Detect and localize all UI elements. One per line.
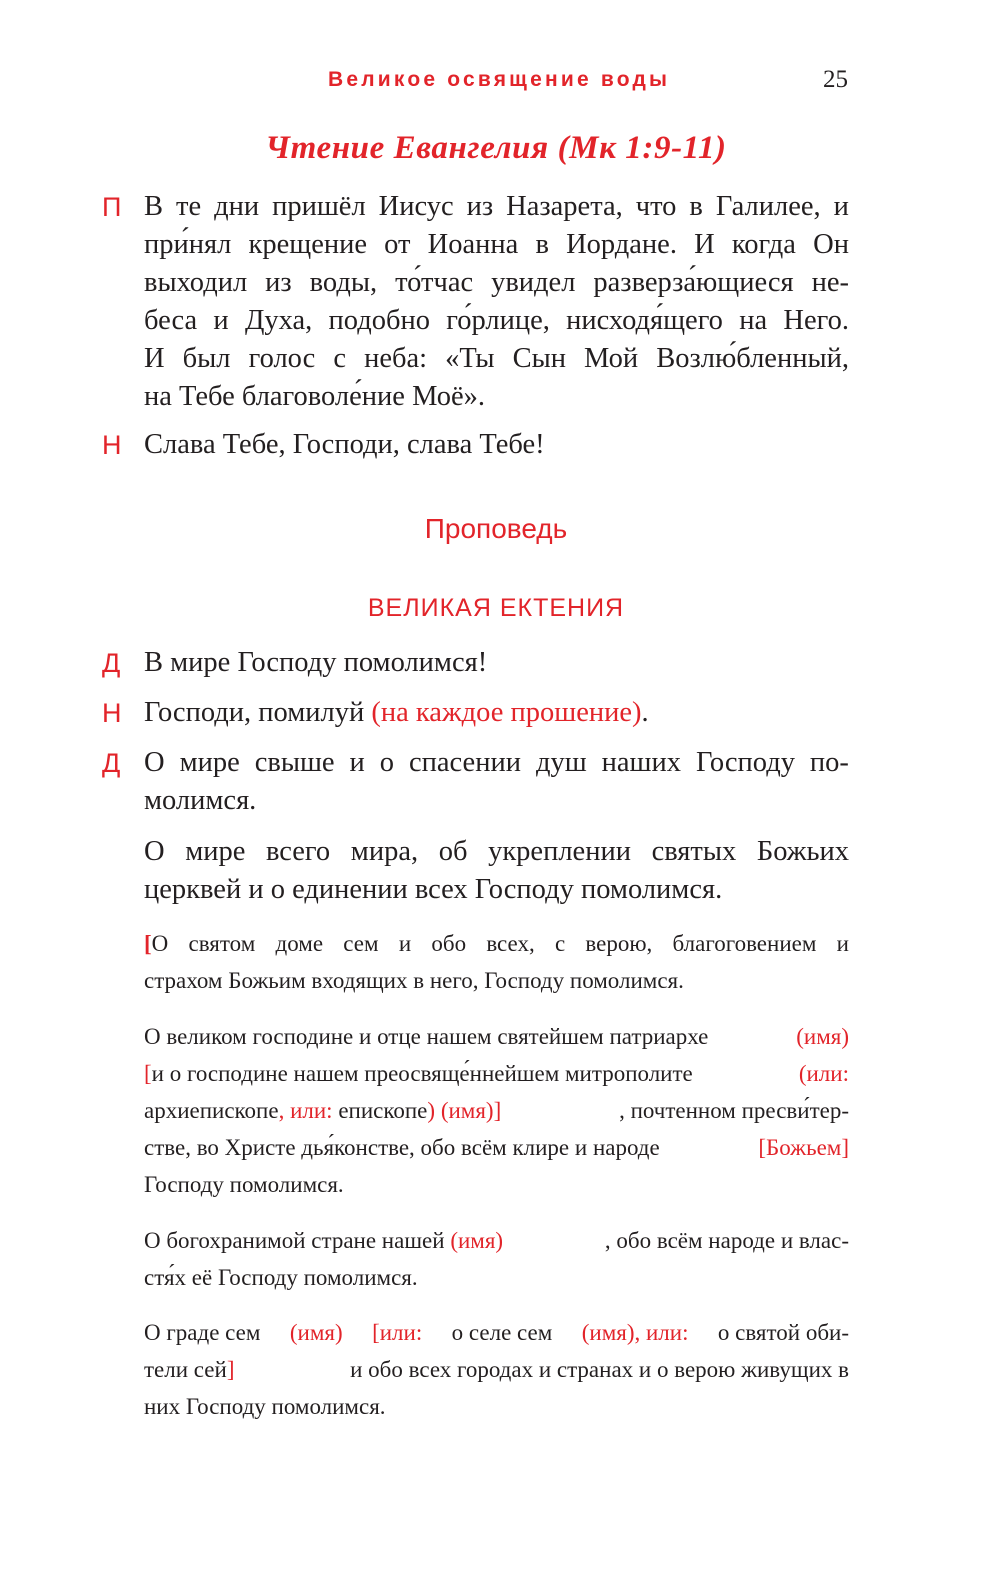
- petition-7-text: и обо всех городах и странах и о верою живущих в: [350, 1357, 849, 1382]
- petition-2-line: молимся.: [144, 785, 257, 816]
- or-note: [или:: [372, 1320, 423, 1345]
- name-note: (имя), или:: [581, 1320, 689, 1345]
- petition-3-line: О мире всего мира, об укреплении святых Божьих: [144, 836, 849, 867]
- petition-7: [144, 1314, 849, 1425]
- bracket-close: ]: [226, 1357, 235, 1382]
- petition-7-text: тели сей: [144, 1357, 227, 1382]
- page-number: 25: [823, 66, 848, 93]
- petition-5-text: О великом господине и отце нашем святейшем патриархе: [144, 1024, 709, 1049]
- name-note: (имя): [796, 1024, 849, 1049]
- petition-7-text: о селе сем: [451, 1320, 553, 1345]
- gospel-line-text: на Тебе благоволе́ние Моё».: [144, 381, 485, 412]
- petition-5-text: , почтенном пресви́тер-: [619, 1098, 849, 1123]
- people-response-text: Слава Тебе, Господи, слава Тебе!: [144, 429, 545, 460]
- petition-6-text: , обо всём народе и влас-: [604, 1228, 849, 1253]
- petition-4-line: О святом доме сем и обо всех, с верою, благоговением и: [151, 931, 849, 956]
- close-paren: ): [427, 1098, 436, 1123]
- petition-7-text: О граде сем: [144, 1320, 261, 1345]
- priest-marker: П: [102, 192, 122, 222]
- people-marker: Н: [102, 430, 122, 460]
- petition-5-text: епископе: [338, 1098, 428, 1123]
- gospel-line-text: при́нял крещение от Иоанна в Иордане. И когда Он: [144, 229, 849, 260]
- petition-5-text: Господу помолимся.: [144, 1172, 344, 1197]
- gospel-heading: Чтение Евангелия (Мк 1:9-11): [265, 130, 727, 166]
- gospel-line: [144, 226, 849, 264]
- petition-3: [144, 833, 849, 909]
- gospel-line: [144, 188, 849, 226]
- petition-5: [144, 1018, 849, 1203]
- petition-5-text: и о господине нашем преосвяще́ннейшем митрополите: [151, 1061, 693, 1086]
- litany-heading: ВЕЛИКАЯ ЕКТЕНИЯ: [367, 594, 625, 622]
- petition-7-text: о святой оби-: [717, 1320, 849, 1345]
- petition-2: [144, 744, 849, 820]
- petition-6: [144, 1222, 849, 1296]
- petition-7-text: них Господу помолимся.: [144, 1394, 386, 1419]
- name-note: (имя): [289, 1320, 343, 1345]
- running-title: Великое освящение воды: [328, 68, 671, 91]
- gospel-line: [144, 378, 849, 416]
- petition-6-text: О богохранимой стране нашей: [144, 1228, 445, 1253]
- gospel-line: [144, 264, 849, 302]
- gospel-line-text: В те дни пришёл Иисус из Назарета, что в Галилее, и: [144, 191, 849, 222]
- bracket-note: [Божьем]: [758, 1135, 849, 1160]
- response-note: (на каждое прошение): [371, 697, 642, 728]
- gospel-line-text: беса и Духа, подобно го́рлице, нисходя́щего на Него.: [144, 305, 849, 336]
- petition-6-text: стя́х её Господу помолимся.: [144, 1265, 418, 1290]
- litany-response: [144, 694, 849, 732]
- gospel-line: [144, 340, 849, 378]
- name-note: (имя)]: [440, 1098, 502, 1123]
- response-end: .: [641, 697, 649, 728]
- bracket-open: [: [144, 1061, 152, 1086]
- petition-3-line: церквей и о единении всех Господу помолимся.: [144, 874, 723, 905]
- gospel-line: [144, 302, 849, 340]
- or-note: (или:: [798, 1061, 849, 1086]
- or-note: , или:: [278, 1098, 333, 1123]
- running-head: [0, 66, 1000, 100]
- sermon-heading: Проповедь: [424, 513, 568, 544]
- people-response: [144, 426, 849, 464]
- petition-1-text: В мире Господу помолимся!: [144, 647, 488, 678]
- petition-4: [144, 925, 849, 999]
- gospel-line-text: И был голос с неба: «Ты Сын Мой Возлю́бленный,: [144, 343, 849, 374]
- petition-5-text: стве, во Христе дья́констве, обо всём клире и народе: [144, 1135, 660, 1160]
- gospel-line-text: выходил из воды, то́тчас увидел разверза́ющиеся не-: [144, 267, 849, 298]
- petition-4-line: страхом Божьим входящих в него, Господу помолимся.: [144, 968, 684, 993]
- deacon-marker: Д: [102, 648, 121, 678]
- name-note: (имя): [450, 1228, 504, 1253]
- deacon-marker: Д: [102, 748, 121, 778]
- response-text: Господи, помилуй: [144, 697, 365, 728]
- petition-1: [144, 644, 849, 682]
- bracket-open: [: [144, 931, 152, 956]
- petition-2-line: О мире свыше и о спасении душ наших Господу по-: [144, 747, 849, 778]
- people-marker: Н: [102, 698, 122, 728]
- gospel-reading: [144, 188, 849, 416]
- petition-5-text: архиепископе: [144, 1098, 279, 1123]
